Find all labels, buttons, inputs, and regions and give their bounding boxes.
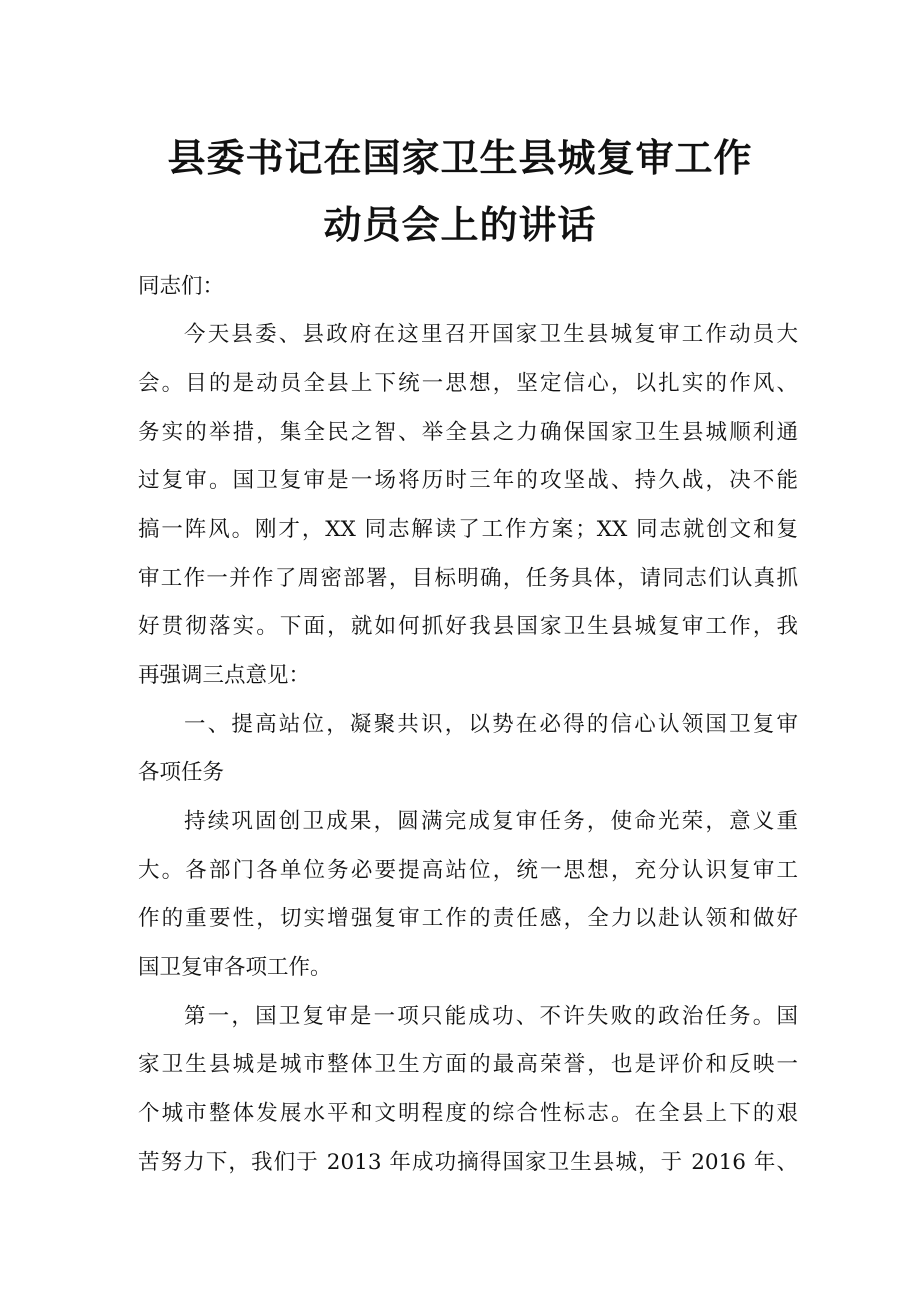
paragraph-line: 搞一阵风。刚才，XX 同志解读了工作方案；XX 同志就创文和复 xyxy=(138,517,798,542)
paragraph-line: 国卫复审各项工作。 xyxy=(138,955,332,980)
paragraph-line: 今天县委、县政府在这里召开国家卫生县城复审工作动员大 xyxy=(184,322,798,347)
document-title-line-1: 县委书记在国家卫生县城复审工作 xyxy=(167,136,753,180)
paragraph-line: 个城市整体发展水平和文明程度的综合性标志。在全县上下的艰 xyxy=(138,1101,798,1126)
paragraph-line: 持续巩固创卫成果，圆满完成复审任务，使命光荣，意义重 xyxy=(184,809,798,834)
section-heading-line: 一、提高站位，凝聚共识，以势在必得的信心认领国卫复审 xyxy=(184,712,798,737)
salutation: 同志们： xyxy=(138,274,225,299)
paragraph-line: 作的重要性，切实增强复审工作的责任感，全力以赴认领和做好 xyxy=(138,906,798,931)
paragraph-line: 务实的举措，集全民之智、举全县之力确保国家卫生县城顺利通 xyxy=(138,420,798,445)
paragraph-line: 苦努力下，我们于 2013 年成功摘得国家卫生县城，于 2016 年、 xyxy=(138,1150,798,1175)
paragraph-line: 会。目的是动员全县上下统一思想，坚定信心，以扎实的作风、 xyxy=(138,371,798,396)
paragraph-line: 大。各部门各单位务必要提高站位，统一思想，充分认识复审工 xyxy=(138,858,798,883)
paragraph-line: 第一，国卫复审是一项只能成功、不许失败的政治任务。国 xyxy=(184,1004,798,1029)
paragraph-line: 过复审。国卫复审是一场将历时三年的攻坚战、持久战，决不能 xyxy=(138,468,798,493)
section-heading-line: 各项任务 xyxy=(138,760,225,785)
paragraph-line: 好贯彻落实。下面，就如何抓好我县国家卫生县城复审工作，我 xyxy=(138,614,798,639)
paragraph-line: 再强调三点意见： xyxy=(138,663,311,688)
paragraph-line: 审工作一并作了周密部署，目标明确，任务具体，请同志们认真抓 xyxy=(138,566,798,591)
document-title-line-2: 动员会上的讲话 xyxy=(323,203,597,247)
paragraph-line: 家卫生县城是城市整体卫生方面的最高荣誉，也是评价和反映一 xyxy=(138,1052,798,1077)
